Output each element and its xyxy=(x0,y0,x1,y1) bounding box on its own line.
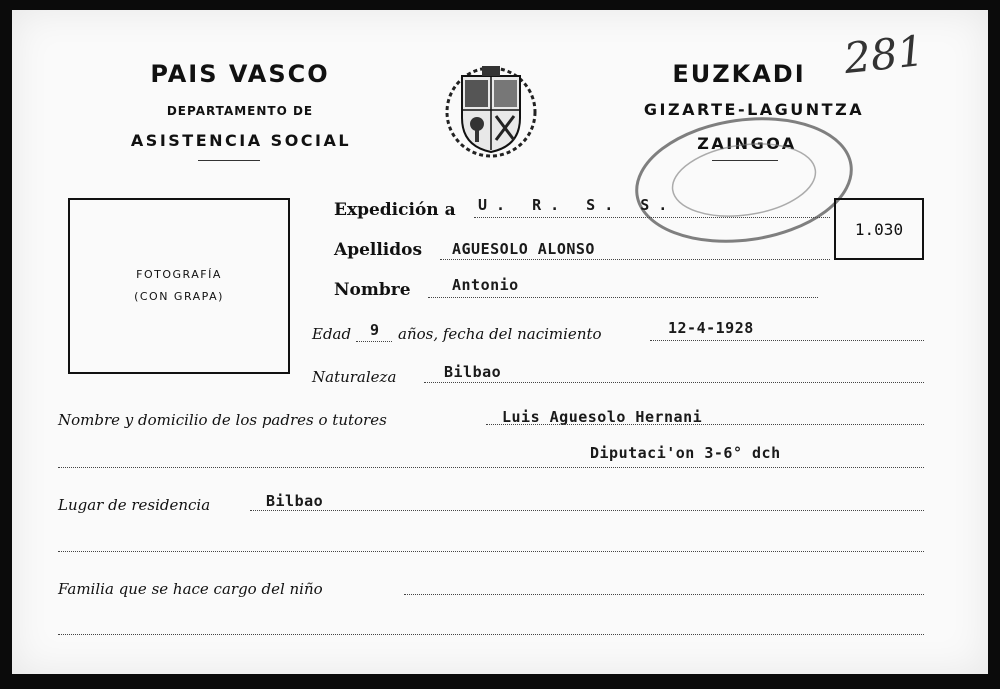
header-left-subtitle: DEPARTAMENTO DE xyxy=(166,104,314,118)
familia-label: Familia que se hace cargo del niño xyxy=(58,580,323,598)
naturaleza-value: Bilbao xyxy=(444,363,502,381)
residencia-line-2 xyxy=(58,551,924,552)
padres-label: Nombre y domicilio de los padres o tutores xyxy=(58,411,387,429)
apellidos-value: AGUESOLO ALONSO xyxy=(452,240,595,258)
header-right-dept: ZAINGOA xyxy=(697,134,797,153)
nombre-value: Antonio xyxy=(452,276,519,294)
photo-label: FOTOGRAFÍA xyxy=(136,268,222,281)
registration-card xyxy=(12,10,988,674)
edad-line xyxy=(356,341,392,342)
header-left-underline xyxy=(198,160,260,161)
birth-date-value: 12-4-1928 xyxy=(668,319,754,337)
residencia-line xyxy=(250,510,924,511)
coat-of-arms-icon xyxy=(442,62,540,160)
nombre-label: Nombre xyxy=(334,280,411,300)
expedicion-value: U. R. S. S. xyxy=(478,196,677,214)
header-right-subtitle: GIZARTE-LAGUNTZA xyxy=(643,100,865,119)
record-number: 1.030 xyxy=(834,198,924,260)
nombre-line xyxy=(428,297,818,298)
photo-sublabel: (CON GRAPA) xyxy=(134,290,224,303)
residencia-label: Lugar de residencia xyxy=(58,496,211,514)
edad-label: Edad xyxy=(312,325,352,343)
stamp-icon xyxy=(632,110,862,260)
birth-date-line xyxy=(650,340,924,341)
photo-placeholder xyxy=(68,198,290,374)
header-left-title: PAIS VASCO xyxy=(150,60,330,88)
naturaleza-line xyxy=(424,382,924,383)
familia-line xyxy=(404,594,924,595)
expedicion-label: Expedición a xyxy=(334,200,456,220)
padres-line-2 xyxy=(58,467,924,468)
padres-line xyxy=(486,424,924,425)
padres-address: Diputaci'on 3-6° dch xyxy=(590,444,781,462)
edad-suffix: años, fecha del nacimiento xyxy=(398,325,602,343)
header-right-title: EUZKADI xyxy=(672,60,806,88)
naturaleza-label: Naturaleza xyxy=(312,368,397,386)
padres-value: Luis Aguesolo Hernani xyxy=(502,408,703,426)
familia-line-2 xyxy=(58,634,924,635)
expedicion-line xyxy=(474,217,830,218)
apellidos-line xyxy=(440,259,830,260)
edad-value: 9 xyxy=(370,321,380,339)
handwritten-number: 281 xyxy=(841,25,927,84)
residencia-value: Bilbao xyxy=(266,492,324,510)
header-left-dept: ASISTENCIA SOCIAL xyxy=(130,131,352,150)
apellidos-label: Apellidos xyxy=(334,240,423,260)
